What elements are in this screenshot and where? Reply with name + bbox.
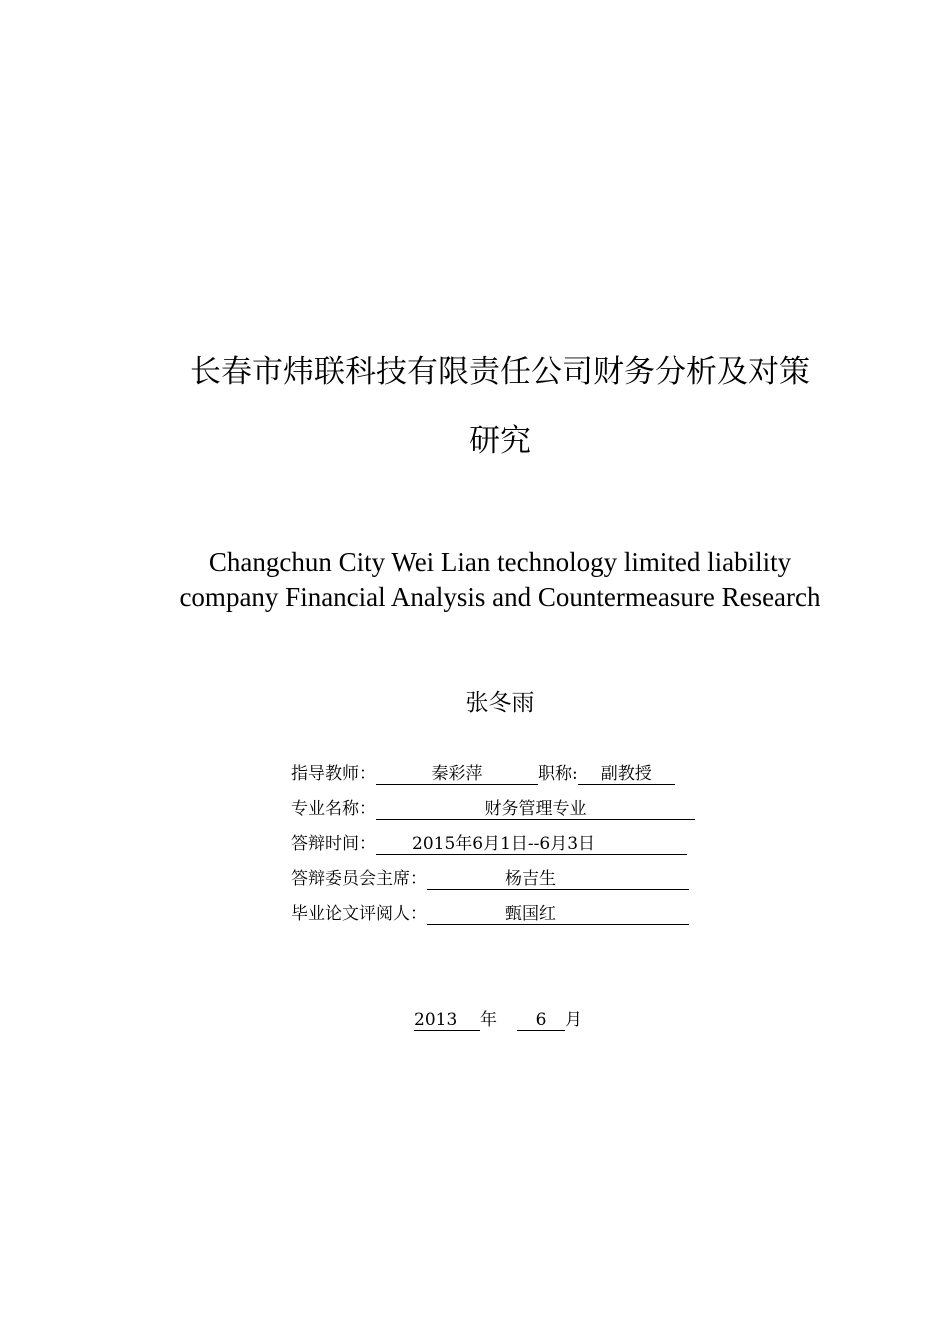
thesis-title-zh-line2: 研究	[469, 423, 531, 459]
defense-time-row	[291, 833, 687, 855]
date-year: 2013	[414, 1010, 480, 1031]
rank-value: 副教授	[578, 764, 675, 785]
committee-chair-label: 答辩委员会主席：	[291, 869, 427, 889]
reviewer-row	[291, 903, 689, 925]
committee-chair-value: 杨吉生	[427, 869, 689, 890]
rank-label: 职称:	[538, 764, 578, 784]
major-label: 专业名称：	[291, 799, 376, 819]
thesis-title-zh-line1: 长春市炜联科技有限责任公司财务分析及对策	[190, 354, 810, 390]
major-row	[291, 798, 695, 820]
thesis-title-en-line1: Changchun City Wei Lian technology limited liability	[208, 547, 792, 577]
reviewer-label: 毕业论文评阅人：	[291, 904, 427, 924]
submission-date	[414, 1009, 582, 1031]
author-name: 张冬雨	[465, 690, 535, 716]
major-value: 财务管理专业	[376, 799, 695, 820]
advisor-value: 秦彩萍	[376, 764, 538, 785]
defense-time-label: 答辩时间：	[291, 834, 376, 854]
thesis-title-en-line2: company Financial Analysis and Countermeasure Research	[179, 582, 821, 612]
date-month-unit: 月	[565, 1010, 582, 1030]
defense-time-value: 2015年6月1日--6月3日	[376, 834, 687, 855]
reviewer-value: 甄国红	[427, 904, 689, 925]
advisor-row	[291, 763, 675, 785]
date-year-unit: 年	[480, 1010, 497, 1030]
date-month: 6	[517, 1010, 565, 1031]
committee-chair-row	[291, 868, 689, 890]
advisor-label: 指导教师：	[291, 764, 376, 784]
